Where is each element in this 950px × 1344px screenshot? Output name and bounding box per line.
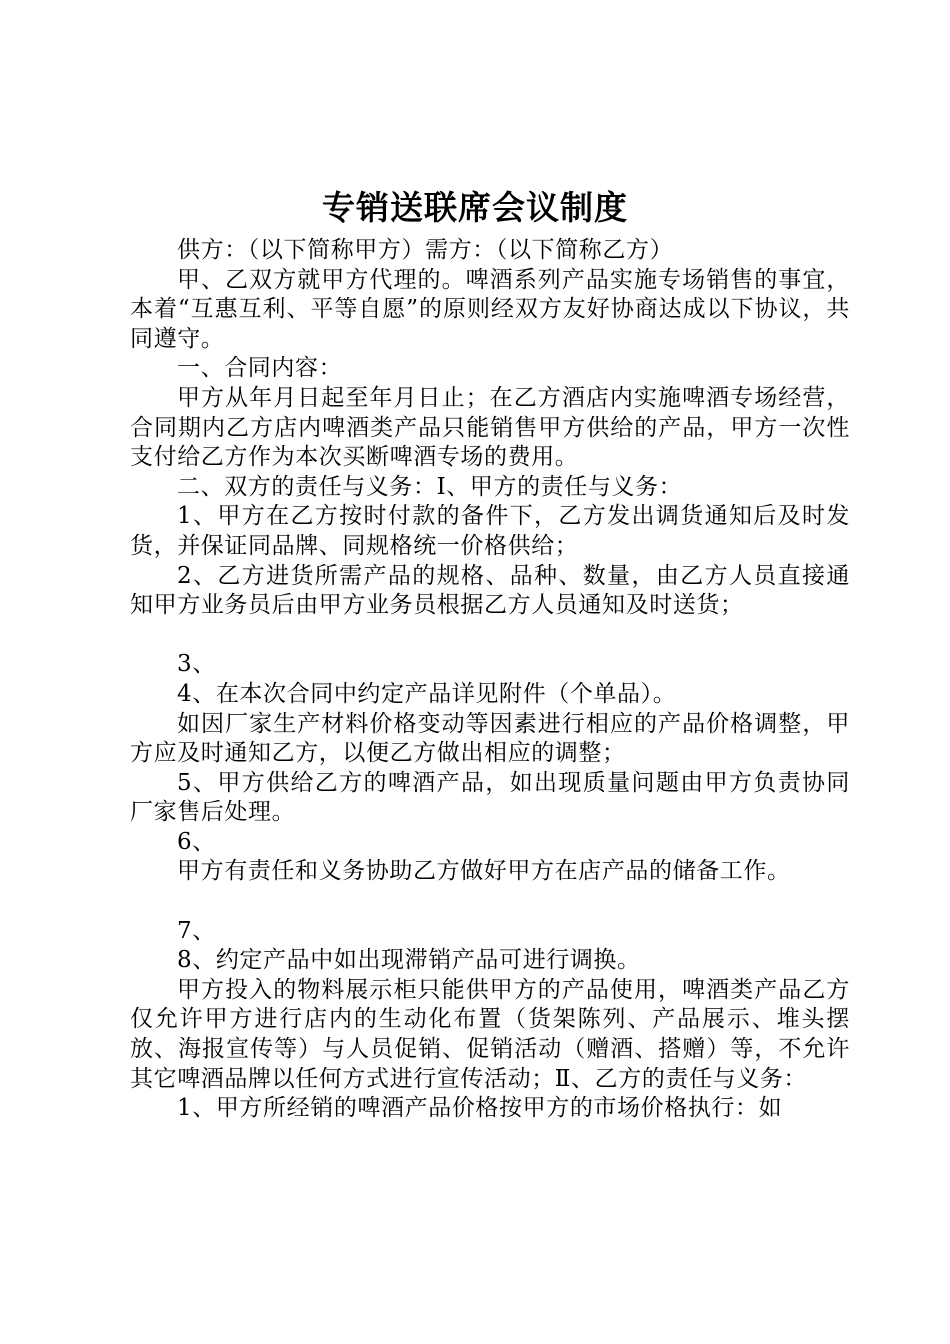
document-title: 专销送联席会议制度 [322,188,628,227]
paragraph-item-3: 3、 [177,651,216,678]
paragraph-item-8: 8、约定产品中如出现滞销产品可进行调换。 [177,947,641,974]
paragraph-item-2: 2、乙方进货所需产品的规格、品种、数量，由乙方人员直接通知甲方业务员后由甲方业务员根据乙方人员通知及时送货； [130,562,850,619]
paragraph-item-1: 1、甲方在乙方按时付款的备件下，乙方发出调货通知后及时发货，并保证同品牌、同规格统一价格供给； [130,503,850,559]
document-body [130,236,850,1124]
paragraph-section-2-heading: 二、双方的责任与义务：Ⅰ、甲方的责任与义务： [177,473,683,500]
paragraph-display-cabinet: 甲方投入的物料展示柜只能供甲方的产品使用，啤酒类产品乙方仅允许甲方进行店内的生动化布置（货架陈列、产品展示、堆头摆放、海报宣传等）与人员促销、促销活动（赠酒、搭赠）等，不允许其它啤酒品牌以任何方式进行宣传活动；Ⅱ、乙方的责任与义务： [130,976,850,1092]
paragraph-item-4: 4、在本次合同中约定产品详见附件（个单品）。 [177,680,677,707]
paragraph-preamble: 甲、乙双方就甲方代理的。啤酒系列产品实施专场销售的事宜，本着“互惠互利、平等自愿”的原则经双方友好协商达成以下协议，共同遵守。 [130,266,850,352]
paragraph-item-5: 5、甲方供给乙方的啤酒产品，如出现质量问题由甲方负责协同厂家售后处理。 [130,769,850,826]
paragraph-contract-content: 甲方从年月日起至年月日止；在乙方酒店内实施啤酒专场经营，合同期内乙方店内啤酒类产品只能销售甲方供给的产品，甲方一次性支付给乙方作为本次买断啤酒专场的费用。 [130,384,850,471]
paragraph-parties: 供方：（以下简称甲方）需方：（以下简称乙方） [177,237,674,263]
paragraph-party-b-item-1: 1、甲方所经销的啤酒产品价格按甲方的市场价格执行：如 [177,1095,783,1122]
paragraph-storage-duty: 甲方有责任和义务协助乙方做好甲方在店产品的储备工作。 [177,858,791,885]
paragraph-price-adjust: 如因厂家生产材料价格变动等因素进行相应的产品价格调整，甲方应及时通知乙方，以便乙方做出相应的调整； [130,710,850,767]
paragraph-item-6: 6、 [177,828,216,855]
paragraph-section-1-heading: 一、合同内容： [177,355,343,382]
paragraph-item-7: 7、 [177,917,216,944]
